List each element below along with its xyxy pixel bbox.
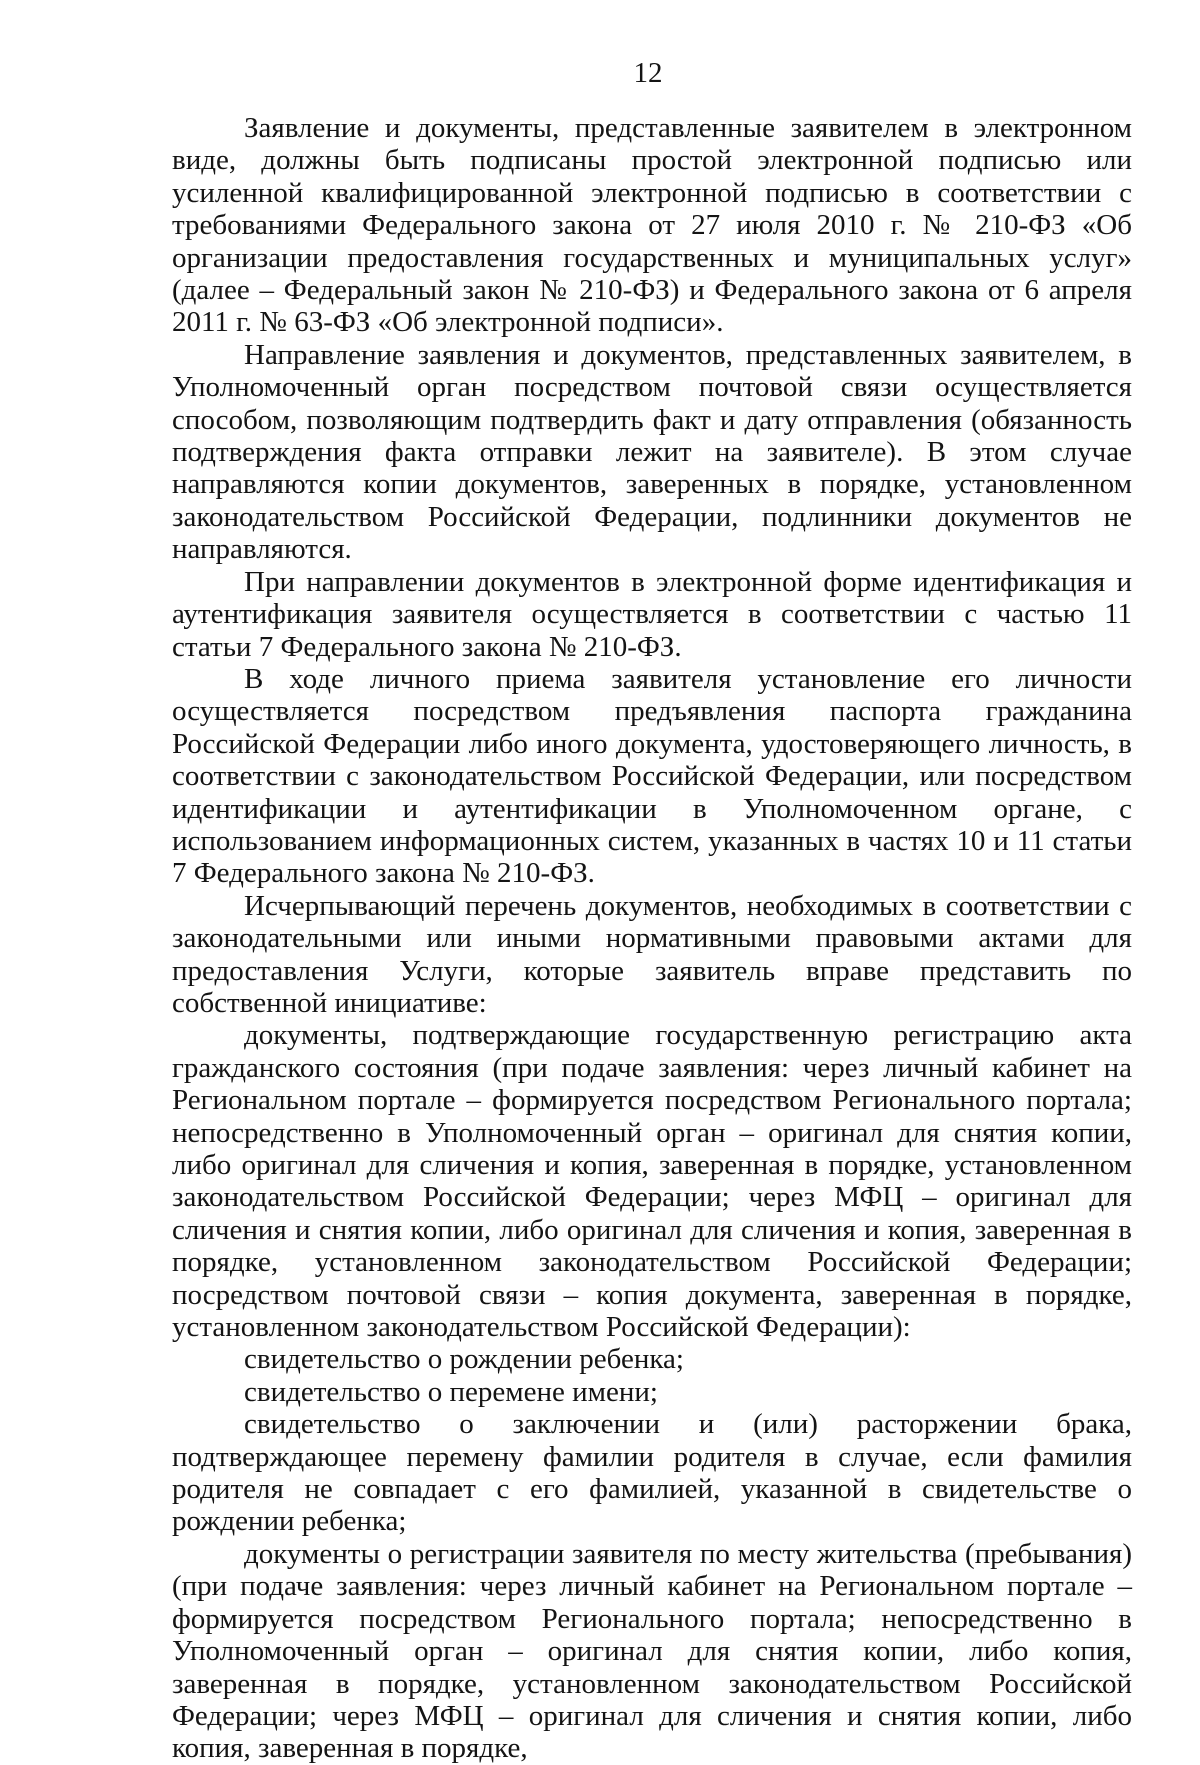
paragraph-civil-status-documents: документы, подтверждающие государственную регистрацию акта гражданского состояния (при подаче заявления: через личный кабинет на Региональном портале – формируется посредством Регионального портала; непосредственно в Уполномоченный орган – оригинал для снятия копии, либо оригинал для сличения и копия, заверенная в порядке, установленном законодательством Российской Федерации; через МФЦ – оригинал для сличения и снятия копии, либо оригинал для сличения и копия, заверенная в порядке, установленном законодательством Российской Федерации; посредством почтовой связи – копия документа, заверенная в порядке, установленном законодательством Российской Федерации):	[172, 1019, 1132, 1344]
document-body	[172, 112, 1132, 1765]
paragraph-electronic-signature: Заявление и документы, представленные заявителем в электронном виде, должны быть подписаны простой электронной подписью или усиленной квалифицированной электронной подписью в соответствии с требованиями Федерального закона от 27 июля 2010 г. № 210-ФЗ «Об организации предоставления государственных и муниципальных услуг» (далее – Федеральный закон № 210-ФЗ) и Федерального закона от 6 апреля 2011 г. № 63-ФЗ «Об электронной подписи».	[172, 112, 1132, 339]
paragraph-residence-registration: документы о регистрации заявителя по месту жительства (пребывания) (при подаче заявления: через личный кабинет на Региональном портале – формируется посредством Регионального портала; непосредственно в Уполномоченный орган – оригинал для снятия копии, либо копия, заверенная в порядке, установленном законодательством Российской Федерации; через МФЦ – оригинал для сличения и снятия копии, либо копия, заверенная в порядке,	[172, 1537, 1132, 1765]
list-item-birth-certificate: свидетельство о рождении ребенка;	[244, 1343, 684, 1376]
list-item-name-change-certificate: свидетельство о перемене имени;	[244, 1375, 658, 1408]
list-item-marriage-certificate: свидетельство о заключении и (или) расторжении брака, подтверждающее перемену фамилии родителя в случае, если фамилия родителя не совпадает с его фамилией, указанной в свидетельстве о рождении ребенка;	[172, 1408, 1132, 1538]
paragraph-electronic-identification: При направлении документов в электронной форме идентификация и аутентификация заявителя осуществляется в соответствии с частью 11 статьи 7 Федерального закона № 210-ФЗ.	[172, 565, 1132, 663]
paragraph-postal-delivery: Направление заявления и документов, представленных заявителем, в Уполномоченный орган посредством почтовой связи осуществляется способом, позволяющим подтвердить факт и дату отправления (обязанность подтверждения факта отправки лежит на заявителе). В этом случае направляются копии документов, заверенных в порядке, установленном законодательством Российской Федерации, подлинники документов не направляются.	[172, 338, 1132, 566]
paragraph-document-list-intro: Исчерпывающий перечень документов, необходимых в соответствии с законодательными или иными нормативными правовыми актами для предоставления Услуги, которые заявитель вправе представить по собственной инициативе:	[172, 889, 1132, 1019]
page-number: 12	[633, 57, 663, 89]
paragraph-personal-reception: В ходе личного приема заявителя установление его личности осуществляется посредством предъявления паспорта гражданина Российской Федерации либо иного документа, удостоверяющего личность, в соответствии с законодательством Российской Федерации, или посредством идентификации и аутентификации в Уполномоченном органе, с использованием информационных систем, указанных в частях 10 и 11 статьи 7 Федерального закона № 210-ФЗ.	[172, 662, 1132, 890]
